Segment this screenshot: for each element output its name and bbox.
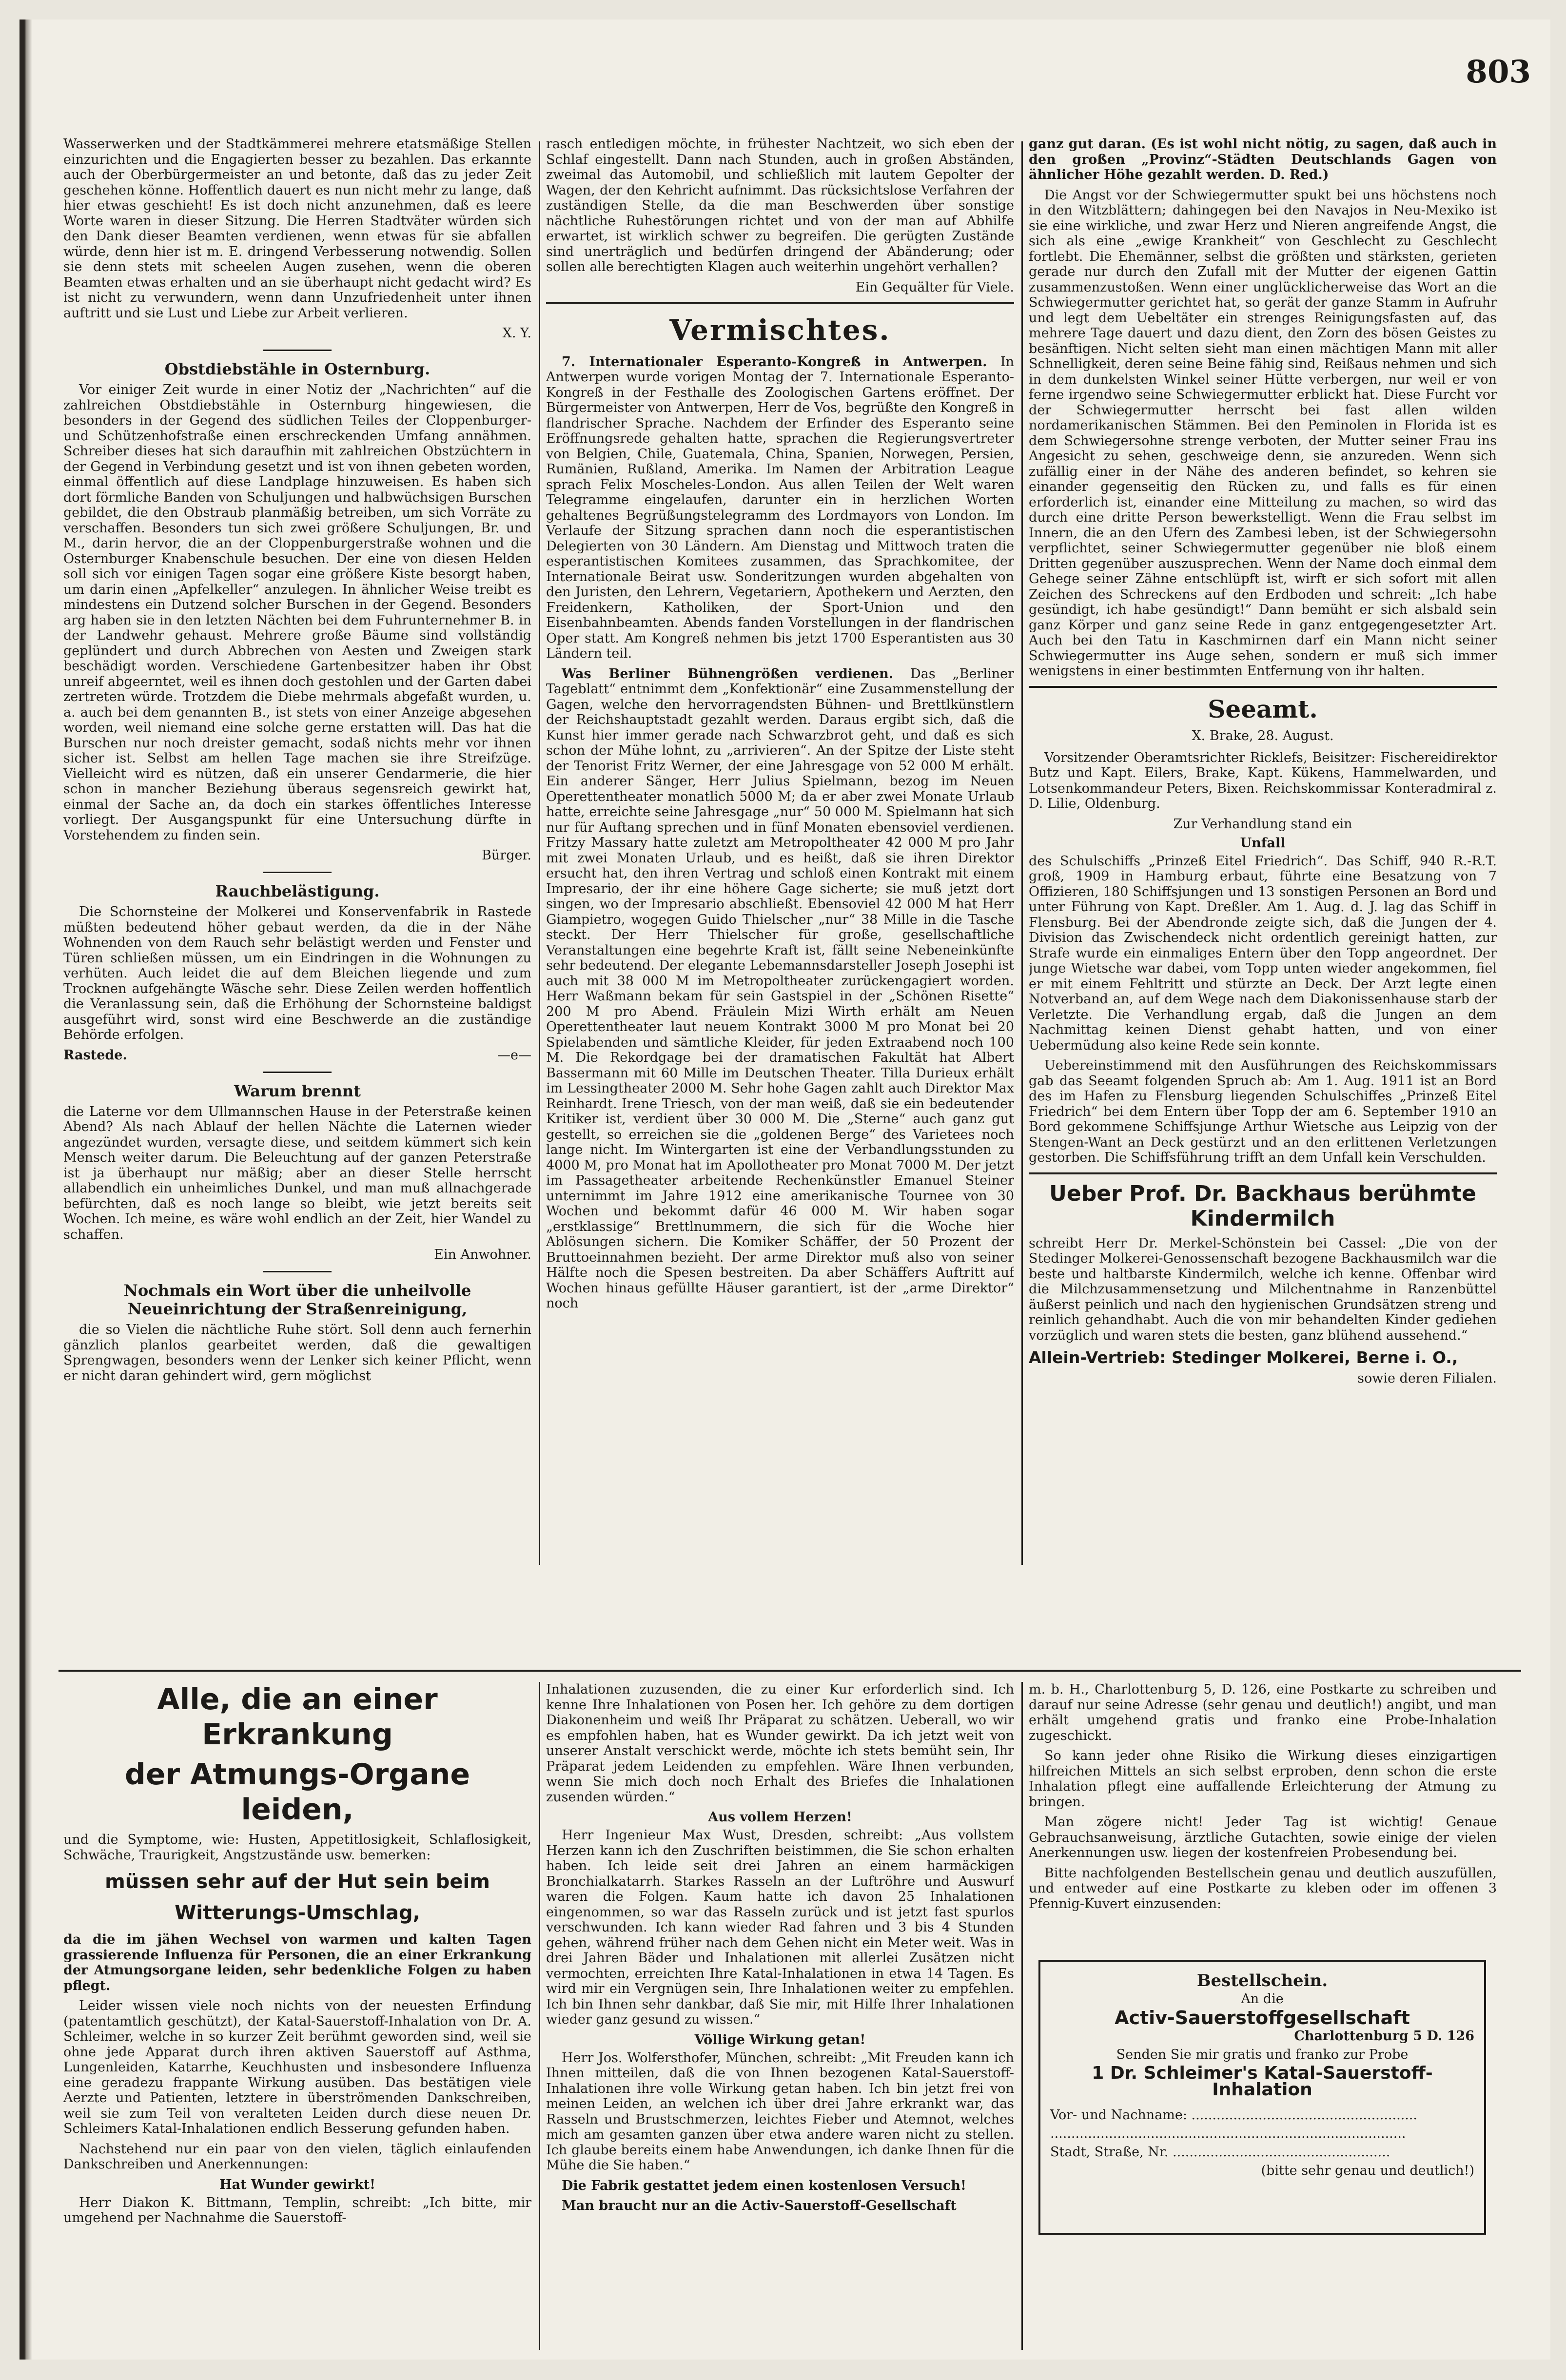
column-rule bbox=[539, 1682, 540, 2350]
coupon-product: 1 Dr. Schleimer's Katal-Sauerstoff-Inhalation bbox=[1092, 2063, 1433, 2100]
ad-subhead: Aus vollem Herzen! bbox=[708, 1810, 852, 1825]
article-text bbox=[546, 354, 1014, 662]
article-title: Rauchbelästigung. bbox=[215, 882, 380, 900]
ad-vendor-branches: sowie deren Filialen. bbox=[1357, 1371, 1497, 1386]
col1-top-text: Wasserwerken und der Stadtkämmerei mehrere etatsmäßige Stellen einzurichten und die Engagierten besser zu bezahlen. Das erkannte auch der Oberbürgermeister an und betonte, daß das zu jeder Zeit geschehen könne. Hoffentlich dauert es nun nicht mehr zu lange, daß hier etwas geschieht! Es ist doch nicht anzunehmen, daß es leere Worte waren in dieser Sitzung. Die Herren Stadtväter würden sich den Dank dieser Beamten verdienen, wenn etwas für sie abfallen würde, denn hier ist m. E. dringend Verbesserung notwendig. Sollen sie denn stets mit scheelen Augen zusehen, wenn die oberen Beamten etwas erhalten und an sie überhaupt nicht gedacht wird? Es ist nicht zu verwundern, wenn dann Unzufriedenheit unter ihnen auftritt und sie Lust und Liebe zur Arbeit verlieren. bbox=[63, 137, 531, 321]
ad-text: Bitte nachfolgenden Bestellschein genau und deutlich auszufüllen, und entweder auf eine Postkarte zu kleben oder im offenen 3 Pfennig-Kuvert einzusenden: bbox=[1029, 1865, 1497, 1912]
ad-text: schreibt Herr Dr. Merkel-Schönstein bei Cassel: „Die von der Stedinger Molkerei-Genossenschaft bezogene Backhausmilch war die beste und haltbarste Kindermilch, welche ich kenne. Offenbar wird die Milchzusammensetzung und Milchentnahme in Ranzenbüttel äußerst peinlich und nach den hygienischen Grundsätzen streng und reinlich gehandhabt. Auch die von mir behandelten Kinder gediehen vorzüglich und waren stets die besten, ganz blühend aussehend.“ bbox=[1029, 1235, 1497, 1343]
ad-text: Nachstehend nur ein paar von den vielen, täglich einlaufenden Dankschreiben und Anerkennungen: bbox=[63, 2141, 531, 2172]
article-text: die Laterne vor dem Ullmannschen Hause in der Peterstraße keinen Abend? Als nach Ablauf der hellen Nächte die Laternen wieder angezündet wurden, versagte diese, und seitdem kümmert sich kein Mensch weiter darum. Die Beleuchtung auf der ganzen Peterstraße ist ja überhaupt nur mäßig; aber an dieser Stelle herrscht allabendlich ein unheimliches Dunkel, und man muß allnachgerade befürchten, daß es noch lange so bleibt, wie jetzt bereits seit Wochen. Ich meine, es wäre wohl endlich an der Zeit, hier Wandel zu schaffen. bbox=[63, 1104, 531, 1242]
section-rule bbox=[1029, 1172, 1497, 1174]
coupon-company: Activ-Sauerstoffgesellschaft bbox=[1115, 2007, 1410, 2029]
ad-text: Inhalationen zuzusenden, die zu einer Kur erforderlich sind. Ich kenne Ihre Inhalationen von Posen her. Ich gehöre zu dem dortigen Diakonenheim und weiß Ihr Präparat zu schätzen. Ueberall, wo wir es empfohlen haben, hat es Wunder gewirkt. Da ich jetzt weit von unserer Anstalt verschickt werde, möchte ich stets bemüht sein, Ihr Präparat jedem Leidenden zu empfehlen. Wäre Ihnen verbunden, wenn Sie mich doch noch Erhalt des Briefes die Inhalationen zusenden würden.“ bbox=[546, 1682, 1014, 1805]
ad-headline: Alle, die an einer Erkrankung bbox=[157, 1682, 438, 1752]
section-rule bbox=[546, 302, 1014, 304]
article-body: In Antwerpen wurde vorigen Montag der 7. Internationale Esperanto-Kongreß in der Festhalle des Zoologischen Gartens eröffnet. Der Bürgermeister von Antwerpen, Herr de Vos, begrüßte den Kongreß in flandrischer Sprache. Nachdem der Erfinder des Esperanto seine Eröffnungsrede gehalten hatte, sprachen die Regierungsvertreter von Belgien, Chile, Guatemala, China, Spanien, Norwegen, Persien, Rumänien, Rußland, Amerika. Im Namen der Arbitration League sprach Felix Moscheles-London. Aus allen Teilen der Welt waren Telegramme eingelaufen, darunter ein in herzlichen Worten gehaltenes Begrüßungstelegramm des Lordmayors von London. Im Verlaufe der Sitzung sprachen dann noch die esperantistischen Delegierten von 30 Ländern. Am Dienstag und Mittwoch traten die esperantistischen Komitees zusammen, das Sprachkomitee, der Internationale Beirat usw. Sonderitzungen wurden abgehalten von den Juristen, den Lehrern, Vegetariern, Apothekern und Aerzten, den Freidenkern, Katholiken, der Sport-Union und den Eisenbahnbeamten. Abends fanden Vorstellungen in der flandrischen Oper statt. Am Kongreß nehmen bis jetzt 1700 Esperantisten aus 30 Ländern teil. bbox=[546, 354, 1014, 661]
ad-text: Herr Jos. Wolfersthofer, München, schreibt: „Mit Freuden kann ich Ihnen mitteilen, daß die von Ihnen bezogenen Katal-Sauerstoff-Inhalationen ihre volle Wirkung getan haben. Ich bin jetzt frei von meinen Leiden, an welchen ich über drei Jahre erkrankt war, das Rasseln und Brustschmerzen, leichtes Fieber und Atemnot, welches mich am gesamten ganzen über etwa andere waren nicht zu stellen. Ich glaube bereits einem habe Anwendungen, ich danke Ihnen für die Mühe die Sie haben.“ bbox=[546, 2050, 1014, 2173]
separator bbox=[263, 350, 332, 351]
order-coupon[interactable] bbox=[1038, 1960, 1486, 2235]
col2-top-text: rasch entledigen möchte, in frühester Nachtzeit, wo sich eben der Schlaf eingestellt. Dann nach Stunden, auch in großen Abständen, zweimal das Automobil, und schließlich mit lautem Gepolter der Wagen, der den Kehricht aufnimmt. Das rücksichtslose Verfahren der zuständigen Stelle, da die man Beschwerden über sonstige nächtliche Ruhestörungen richtet und von der man auf Abhilfe erwartet, ist wirklich schwer zu begreifen. Die gerügten Zustände sind unerträglich und bedürfen dringend der Abänderung; oder sollen alle berechtigten Klagen auch weiterhin ungehört verhallen? bbox=[546, 137, 1014, 274]
ad-top-rule bbox=[59, 1670, 1521, 1672]
separator bbox=[263, 872, 332, 873]
ad-subhead: Hat Wunder gewirkt! bbox=[219, 2177, 375, 2192]
coupon-blank-line[interactable]: ..................................................................................... bbox=[1050, 2126, 1406, 2141]
coupon-addressee: An die bbox=[1241, 1991, 1284, 2007]
coupon-note: (bitte sehr genau und deutlich!) bbox=[1261, 2163, 1474, 2178]
article-text: Die Schornsteine der Molkerei und Konservenfabrik in Rastede müßten bedeutend höher gebaut werden, da die in der Nähe Wohnenden von dem Rauch sehr belästigt werden und Fenster und Türen schließen müssen, um ein Eindringen in die Wohnungen zu verhüten. Auch leidet die auf dem Bleichen liegende und zum Trocknen aufgehängte Wäsche sehr. Diese Zeilen werden hoffentlich die Veranlassung sein, daß die Erhöhung der Schornsteine baldigst ausgeführt wird, sonst wird eine Beschwerde an die zuständige Behörde erfolgen. bbox=[63, 904, 531, 1042]
article-text: Vor einiger Zeit wurde in einer Notiz der „Nachrichten“ auf die zahlreichen Obstdiebstähle in Osternburg hingewiesen, die besonders in der Gegend des südlichen Teiles der Cloppenburger- und Schützenhofstraße einen erschreckenden Umfang annähmen. Schreiber dieses hat sich daraufhin mit zahlreichen Obstzüchtern in der Gegend in Verbindung gesetzt und ist von ihnen gebeten worden, einmal öffentlich auf diese Landplage hinzuweisen. Es haben sich dort förmliche Banden von Schuljungen und halbwüchsigen Burschen gebildet, die den Obstraub planmäßig betreiben, um sich Vorräte zu verschaffen. Besonders tun sich zwei größere Schuljungen, Br. und M., darin hervor, die an der Cloppenburgerstraße wohnen und die Osternburger Knabenschule besuchen. Der eine von diesen Helden soll sich vor einigen Tagen sogar eine größere Kiste besorgt haben, um darin einen „Apfelkeller“ anzulegen. In ähnlicher Weise treibt es mindestens ein Dutzend solcher Burschen in der Gegend. Besonders arg haben sie in den letzten Nächten bei dem Fuhrunternehmer B. in der Landwehr gehaust. Mehrere große Bäume sind vollständig geplündert und durch Abbrechen von Aesten und Zweigen stark beschädigt worden. Verschiedene Gartenbesitzer haben ihr Obst unreif abgeerntet, weil es ihnen doch gestohlen und der Garten dabei zertreten würde. Trotzdem die Diebe mehrmals abgefaßt wurden, u. a. auch bei dem genannten B., ist stets von einer Anzeige abgesehen worden, weil niemand eine solche gerne erstatten will. Das hat die Burschen nur noch dreister gemacht, sodaß nichts mehr vor ihnen sicher ist. Selbst am hellen Tage machen sie ihre Streifzüge. Vielleicht wird es nützen, daß ein unserer Gendarmerie, die hier schon in mancher Beziehung überaus segensreich gewirkt hat, einmal der Sache an, da doch ein starkes öffentliches Interesse vorliegt. Der Ausgangspunkt für eine Untersuchung dürfte in Vorstehendem zu finden sein. bbox=[63, 382, 531, 843]
article-signature: Ein Anwohner. bbox=[434, 1247, 531, 1262]
article-head: 7. Internationaler Esperanto-Kongreß in Antwerpen. bbox=[562, 354, 987, 370]
article-signature: —e— bbox=[497, 1047, 531, 1063]
article-subhead: Zur Verhandlung stand ein bbox=[1173, 816, 1352, 832]
column-2 bbox=[546, 137, 1014, 1565]
article-text: Die Angst vor der Schwiegermutter spukt bei uns höchstens noch in den Witzblättern; dahingegen bei den Navajos in Neu-Mexiko ist sie eine wirkliche, und zwar Herz und Nieren angreifende Angst, die sich als eine „ewige Krankheit“ von Geschlecht zu Geschlecht fortlebt. Die Ehemänner, selbst die größten und stärksten, gerieten gerade nur durch den Zufall mit der Mutter der eigenen Gattin zusammenzustoßen. Wenn einer unglücklicherweise das Wort an die Schwiegermutter gerichtet hat, so gerät der ganze Stamm in Aufruhr und legt dem Uebeltäter ein strenges Reinigungsfasten auf, das mehrere Tage dauert und dazu dient, den Zorn des bösen Geistes zu besänftigen. Nicht selten sieht man einen mächtigen Mann mit aller Schnelligkeit, deren seine Beine fähig sind, Reißaus nehmen und sich in dem dunkelsten Winkel seiner Hütte verbergen, nur weil er von ferne irgendwo seine Schwiegermutter erblickt hat. Diese Furcht vor der Schwiegermutter herrscht bei fast allen wilden nordamerikanischen Stämmen. Bei den Peminolen in Florida ist es dem Schwiegersohne strenge verboten, der Mutter seiner Frau ins Angesicht zu sehen, geschweige denn, sie anzureden. Wenn sich zufällig einer in der Nähe des anderen befindet, so kehren sie einander gegenseitig den Rücken zu, und falls es für einen erforderlich ist, einander eine Mitteilung zu machen, so wird das durch eine dritte Person bewerkstelligt. Wenn die Frau selbst im Innern, die an den Ufern des Zambesi leben, ist der Schwiegersohn verpflichtet, seiner Schwiegermutter gegenüber nie bloß einem Dritten gegenüber auszusprechen. Wenn der Name doch einmal dem Gehege seiner Zähne entschlüpft ist, wirft er sich sofort mit allen Zeichen des Schreckens auf den Erdboden und schreit: „Ich habe gesündigt, ich habe gesündigt!“ Dann bemüht er sich alsbald sein ganz Körper und ganz seine Rede in ganz entgegengesetzter Art. Auch bei den Tatu in Kaschmirnen darf ein Mann nicht seiner Schwiegermutter ins Auge sehen, sondern er muß sich immer wenigstens in einer bestimmten Entfernung von ihr halten. bbox=[1029, 187, 1497, 679]
section-title: Vermischtes. bbox=[669, 313, 891, 347]
coupon-request: Senden Sie mir gratis und franko zur Probe bbox=[1116, 2047, 1409, 2062]
article-text bbox=[546, 666, 1014, 1311]
coupon-city: Charlottenburg 5 D. 126 bbox=[1294, 2029, 1474, 2044]
col2-top-signature: Ein Gequälter für Viele. bbox=[855, 279, 1014, 295]
coupon-name-field[interactable]: Vor- und Nachname: ...................................................... bbox=[1050, 2107, 1417, 2123]
newspaper-page bbox=[20, 20, 1550, 2360]
column-rule bbox=[1021, 1682, 1023, 2350]
article-head: Was Berliner Bühnengrößen verdienen. bbox=[562, 666, 894, 682]
ad-subhead: Völlige Wirkung getan! bbox=[694, 2032, 866, 2048]
ad-subheadline: müssen sehr auf der Hut sein beim bbox=[105, 1871, 490, 1893]
column-1 bbox=[63, 137, 531, 1565]
column-rule bbox=[539, 141, 540, 1565]
article-title: Obstdiebstähle in Osternburg. bbox=[164, 360, 431, 378]
column-3 bbox=[1029, 137, 1497, 1565]
ad-text: da die im jähen Wechsel von warmen und kalten Tagen grassierende Influenza für Personen, die an einer Erkrankung der Atmungsorgane leiden, sehr bedenkliche Folgen zu haben pflegt. bbox=[63, 1932, 531, 1993]
ad-text: Man zögere nicht! Jeder Tag ist wichtig! Genaue Gebrauchsanweisung, ärztliche Gutachten, sowie einige der vielen Anerkennungen usw. liegen der kostenfreien Probesendung bei. bbox=[1029, 1814, 1497, 1860]
page-number: 803 bbox=[1466, 54, 1531, 90]
ad-headline: der Atmungs-Organe leiden, bbox=[124, 1757, 470, 1827]
separator bbox=[263, 1072, 332, 1073]
ad-column-middle bbox=[546, 1682, 1014, 2355]
ad-text: und die Symptome, wie: Husten, Appetitlosigkeit, Schlaflosigkeit, Schwäche, Traurigkeit, Angstzustände usw. bemerken: bbox=[63, 1832, 531, 1863]
article-body: Das „Berliner Tageblatt“ entnimmt dem „Konfektionär“ eine Zusammenstellung der Gagen, welche den hervorragendsten Bühnen- und Brettlkünstlern der Reichshauptstadt gezahlt werden. Daraus ergibt sich, daß die Kunst hier immer gerade nach Schwarzbrot geht, und daß es sich schon der Mühe lohnt, zu „arrivieren“. An der Spitze der Liste steht der Tenorist Fritz Werner, der eine Jahresgage von 52 000 M erhält. Ein anderer Sänger, Herr Julius Spielmann, bezog im Neuen Operettentheater monatlich 5000 M; da er aber zwei Monate Urlaub hatte, erreichte seine Jahresgage „nur“ 50 000 M. Spielmann hat sich nur für Auftang sprechen und in fünf Monaten ebensoviel verdienen. Fritzy Massary hatte zuletzt am Metropoltheater 42 000 M pro Jahr mit zwei Monaten Urlaub, und es heißt, daß sie ihren Direktor ersucht hat, den ihren Vertrag und schloß einen Kontrakt mit einem Impresario, der ihr eine höhere Gage sicherte; sie muß jetzt dort singen, wo der Impresario abschließt. Ebensoviel 42 000 M hat Herr Giampietro, wogegen Guido Thielscher „nur“ 38 Mille in die Tasche steckt. Der Herr Thielscher für große, gesellschaftliche Veranstaltungen eine begehrte Kraft ist, fällt seine Nebeneinkünfte sehr bedeutend. Der elegante Lebemannsdarsteller Joseph Josephi ist auch mit 38 000 M im Metropoltheater zurückengagiert worden. Herr Waßmann bekam für sein Gastspiel in der „Schönen Risette“ 200 M pro Abend. Fräulein Mizi Wirth erhält am Neuen Operettentheater laut neuem Kontrakt 3000 M pro Monat bei 20 Spielabenden und sämtliche Kleider, für jeden Extraabend noch 100 M. Die Rekordgage bei der dramatischen Fakultät hat Albert Bassermann mit 60 Mille im Deutschen Theater. Tilla Durieux erhält im Lessingtheater 2000 M. Sehr hohe Gagen zahlt auch Direktor Max Reinhardt. Irene Triesch, von der man weiß, daß sie ein bedeutender Kritiker ist, verdient über 30 000 M. Die „Sterne“ auch ganz gut gestellt, so erreichen sie die „goldenen Berge“ des Varietees noch lange nicht. Im Wintergarten ist eine der Verbandlungsstunden zu 4000 M, pro Monat hat im Apollotheater pro Monat 7000 M. Der jetzt im Passagetheater arbeitende Rechenkünstler Emanuel Steiner unternimmt im Jahre 1912 eine amerikanische Tournee von 30 Wochen und bekommt dafür 46 000 M. Wir haben sogar „erstklassige“ Brettlnummern, die sich für die Woche hier Ablösungen sichern. Die Komiker Schäffer, der 50 Prozent der Bruttoeinnahmen bezieht. Der arme Direktor muß also von seiner Hälfte noch die Spesen bestreiten. Da aber Schäffers Auftritt auf Wochen hinaus gefüllte Häuser garantiert, ist der „arme Direktor“ noch bbox=[546, 666, 1014, 1311]
coupon-address-label: Stadt, Straße, Nr. bbox=[1050, 2145, 1169, 2160]
separator bbox=[263, 1271, 332, 1272]
ad-vendor: Allein-Vertrieb: Stedinger Molkerei, Berne i. O., bbox=[1029, 1348, 1458, 1367]
ad-text: Die Fabrik gestattet jedem einen kostenlosen Versuch! bbox=[562, 2178, 966, 2193]
coupon-title: Bestellschein. bbox=[1196, 1971, 1328, 1990]
section-rule bbox=[1029, 686, 1497, 688]
ad-column-left bbox=[63, 1682, 531, 2355]
section-title: Seeamt. bbox=[1208, 694, 1318, 723]
ad-text: Herr Ingenieur Max Wust, Dresden, schreibt: „Aus vollstem Herzen kann ich den Zuschriften beistimmen, die Sie schon erhalten haben. Ich leide seit drei Jahren an einem harmäckigen Bronchialkatarrh. Starkes Rasseln an der Luftröhre und Auswurf waren die Folgen. Kaum hatte ich davon 25 Inhalationen eingenommen, so war das Rasseln zurück und ist jetzt fast spurlos verschwunden. Ich kann wieder Rad fahren und 3 bis 4 Stunden gehen, während früher nach dem Gehen nicht ein Meter weit. Was in drei Jahren Bäder und Inhalationen mit allerlei Zusätzen nicht vermochten, erreichten Ihre Katal-Inhalationen in etwa 14 Tagen. Es wird mir ein Vergnügen sein, Ihre Inhalationen weiter zu empfehlen. Ich bin Ihnen sehr dankbar, daß Sie mir, mit Hilfe Ihrer Inhalationen wieder ganz gesund zu wissen.“ bbox=[546, 1828, 1014, 2027]
col1-top-signature: X. Y. bbox=[502, 326, 531, 341]
coupon-address-field[interactable]: Stadt, Straße, Nr. .................................................... bbox=[1050, 2145, 1390, 2160]
article-signature-row bbox=[63, 1048, 531, 1063]
ad-text: So kann jeder ohne Risiko die Wirkung dieses einzigartigen hilfreichen Mittels an sich selbst erproben, denn schon die erste Inhalation pflegt eine auffallende Erleichterung der Atmung zu bringen. bbox=[1029, 1748, 1497, 1810]
ad-text: Herr Diakon K. Bittmann, Templin, schreibt: „Ich bitte, mir umgehend per Nachnahme die Sauerstoff- bbox=[63, 2195, 531, 2225]
dateline: X. Brake, 28. August. bbox=[1192, 728, 1334, 743]
ad-subheadline: Witterungs-Umschlag, bbox=[175, 1902, 420, 1924]
col3-top-text: ganz gut daran. (Es ist wohl nicht nötig, zu sagen, daß auch in den großen „Provinz“-Städten Deutschlands Gagen von ähnlicher Höhe gezahlt werden. D. Red.) bbox=[1029, 137, 1497, 182]
coupon-name-label: Vor- und Nachname: bbox=[1050, 2107, 1187, 2123]
article-title: Warum brennt bbox=[234, 1081, 361, 1100]
article-text: des Schulschiffs „Prinzeß Eitel Friedrich“. Das Schiff, 940 R.-R.T. groß, 1909 in Hamburg erbaut, führte eine Besatzung von 7 Offizieren, 180 Schiffsjungen und 13 sonstigen Personen an Bord und unter Führung von Kapt. Dreßler. Am 1. Aug. d. J. lag das Schiff in Flensburg. Bei der Abendronde zeigte sich, daß die Jungen der 4. Division das Zwischendeck nicht ordentlich gereinigt hatten, zur Strafe wurde ein einmaliges Entern über den Topp angeordnet. Der junge Wietsche war dabei, vom Topp unten wieder angekommen, fiel er mit einem Fehltritt und stürzte an Deck. Der Arzt legte einen Notverband an, auf dem Wege nach dem Diakonissenhause starb der Verletzte. Die Verhandlung ergab, daß die Jungen an dem Nachmittag keinen Dienst gehabt hatten, und von einer Uebermüdung also keine Rede sein konnte. bbox=[1029, 853, 1497, 1053]
article-text: Uebereinstimmend mit den Ausführungen des Reichskommissars gab das Seeamt folgenden Spruch ab: Am 1. Aug. 1911 ist an Bord des im Hafen zu Flensburg liegenden Schulschiffes „Prinzeß Eitel Friedrich“ bei dem Entern über Topp der am 6. September 1910 an Bord gekommene Schiffsjunge Arthur Wietsche aus Leipzig von der Stengen-Want an Deck gestürzt und an den erlittenen Verletzungen gestorben. Die Schiffsführung trifft an dem Unfall kein Verschulden. bbox=[1029, 1058, 1497, 1165]
page-gutter bbox=[20, 20, 32, 2360]
article-signature: Bürger. bbox=[482, 848, 531, 863]
ad-text: Leider wissen viele noch nichts von der neuesten Erfindung (patentamtlich geschützt), der Katal-Sauerstoff-Inhalation von Dr. A. Schleimer, welche in so kurzer Zeit berühmt geworden sind, weil sie ohne jede Apparat durch ihren aktiven Sauerstoff auf Asthma, Lungenleiden, Katarrhe, Keuchhusten und insbesondere Influenza eine geradezu frappante Wirkung ausüben. Das bestätigen viele Aerzte und Patienten, letztere in überströmenden Dankschreiben, weil sie zum Teil von veralteten Leiden durch diese neuen Dr. Schleimers Katal-Inhalationen endlich Besserung gefunden haben. bbox=[63, 1998, 531, 2136]
ad-text: Man braucht nur an die Activ-Sauerstoff-Gesellschaft bbox=[562, 2198, 957, 2213]
column-rule bbox=[1021, 141, 1023, 1565]
article-text: die so Vielen die nächtliche Ruhe stört. Soll denn auch fernerhin gänzlich planlos gearbeitet werden, daß die gewaltigen Sprengwagen, besonders wenn der Lenker sich keiner Pflicht, wenn er nicht daran gehindert wird, gern möglichst bbox=[63, 1322, 531, 1384]
article-text: Vorsitzender Oberamtsrichter Ricklefs, Beisitzer: Fischereidirektor Butz und Kapt. Eilers, Brake, Kapt. Kükens, Hammelwarden, und Lotsenkommandeur Peters, Bixen. Reichskommissar Konteradmiral z. D. Lilie, Oldenburg. bbox=[1029, 750, 1497, 811]
article-title: Nochmals ein Wort über die unheilvolle Neueinrichtung der Straßenreinigung, bbox=[123, 1281, 471, 1318]
article-subhead: Unfall bbox=[1240, 835, 1286, 851]
ad-title: Ueber Prof. Dr. Backhaus berühmte Kindermilch bbox=[1049, 1181, 1476, 1231]
ad-text: m. b. H., Charlottenburg 5, D. 126, eine Postkarte zu schreiben und darauf nur seine Adresse (sehr genau und deutlich!) angibt, und man erhält umgehend gratis und franko eine Probe-Inhalation zugeschickt. bbox=[1029, 1682, 1497, 1743]
article-place: Rastede. bbox=[63, 1047, 127, 1063]
